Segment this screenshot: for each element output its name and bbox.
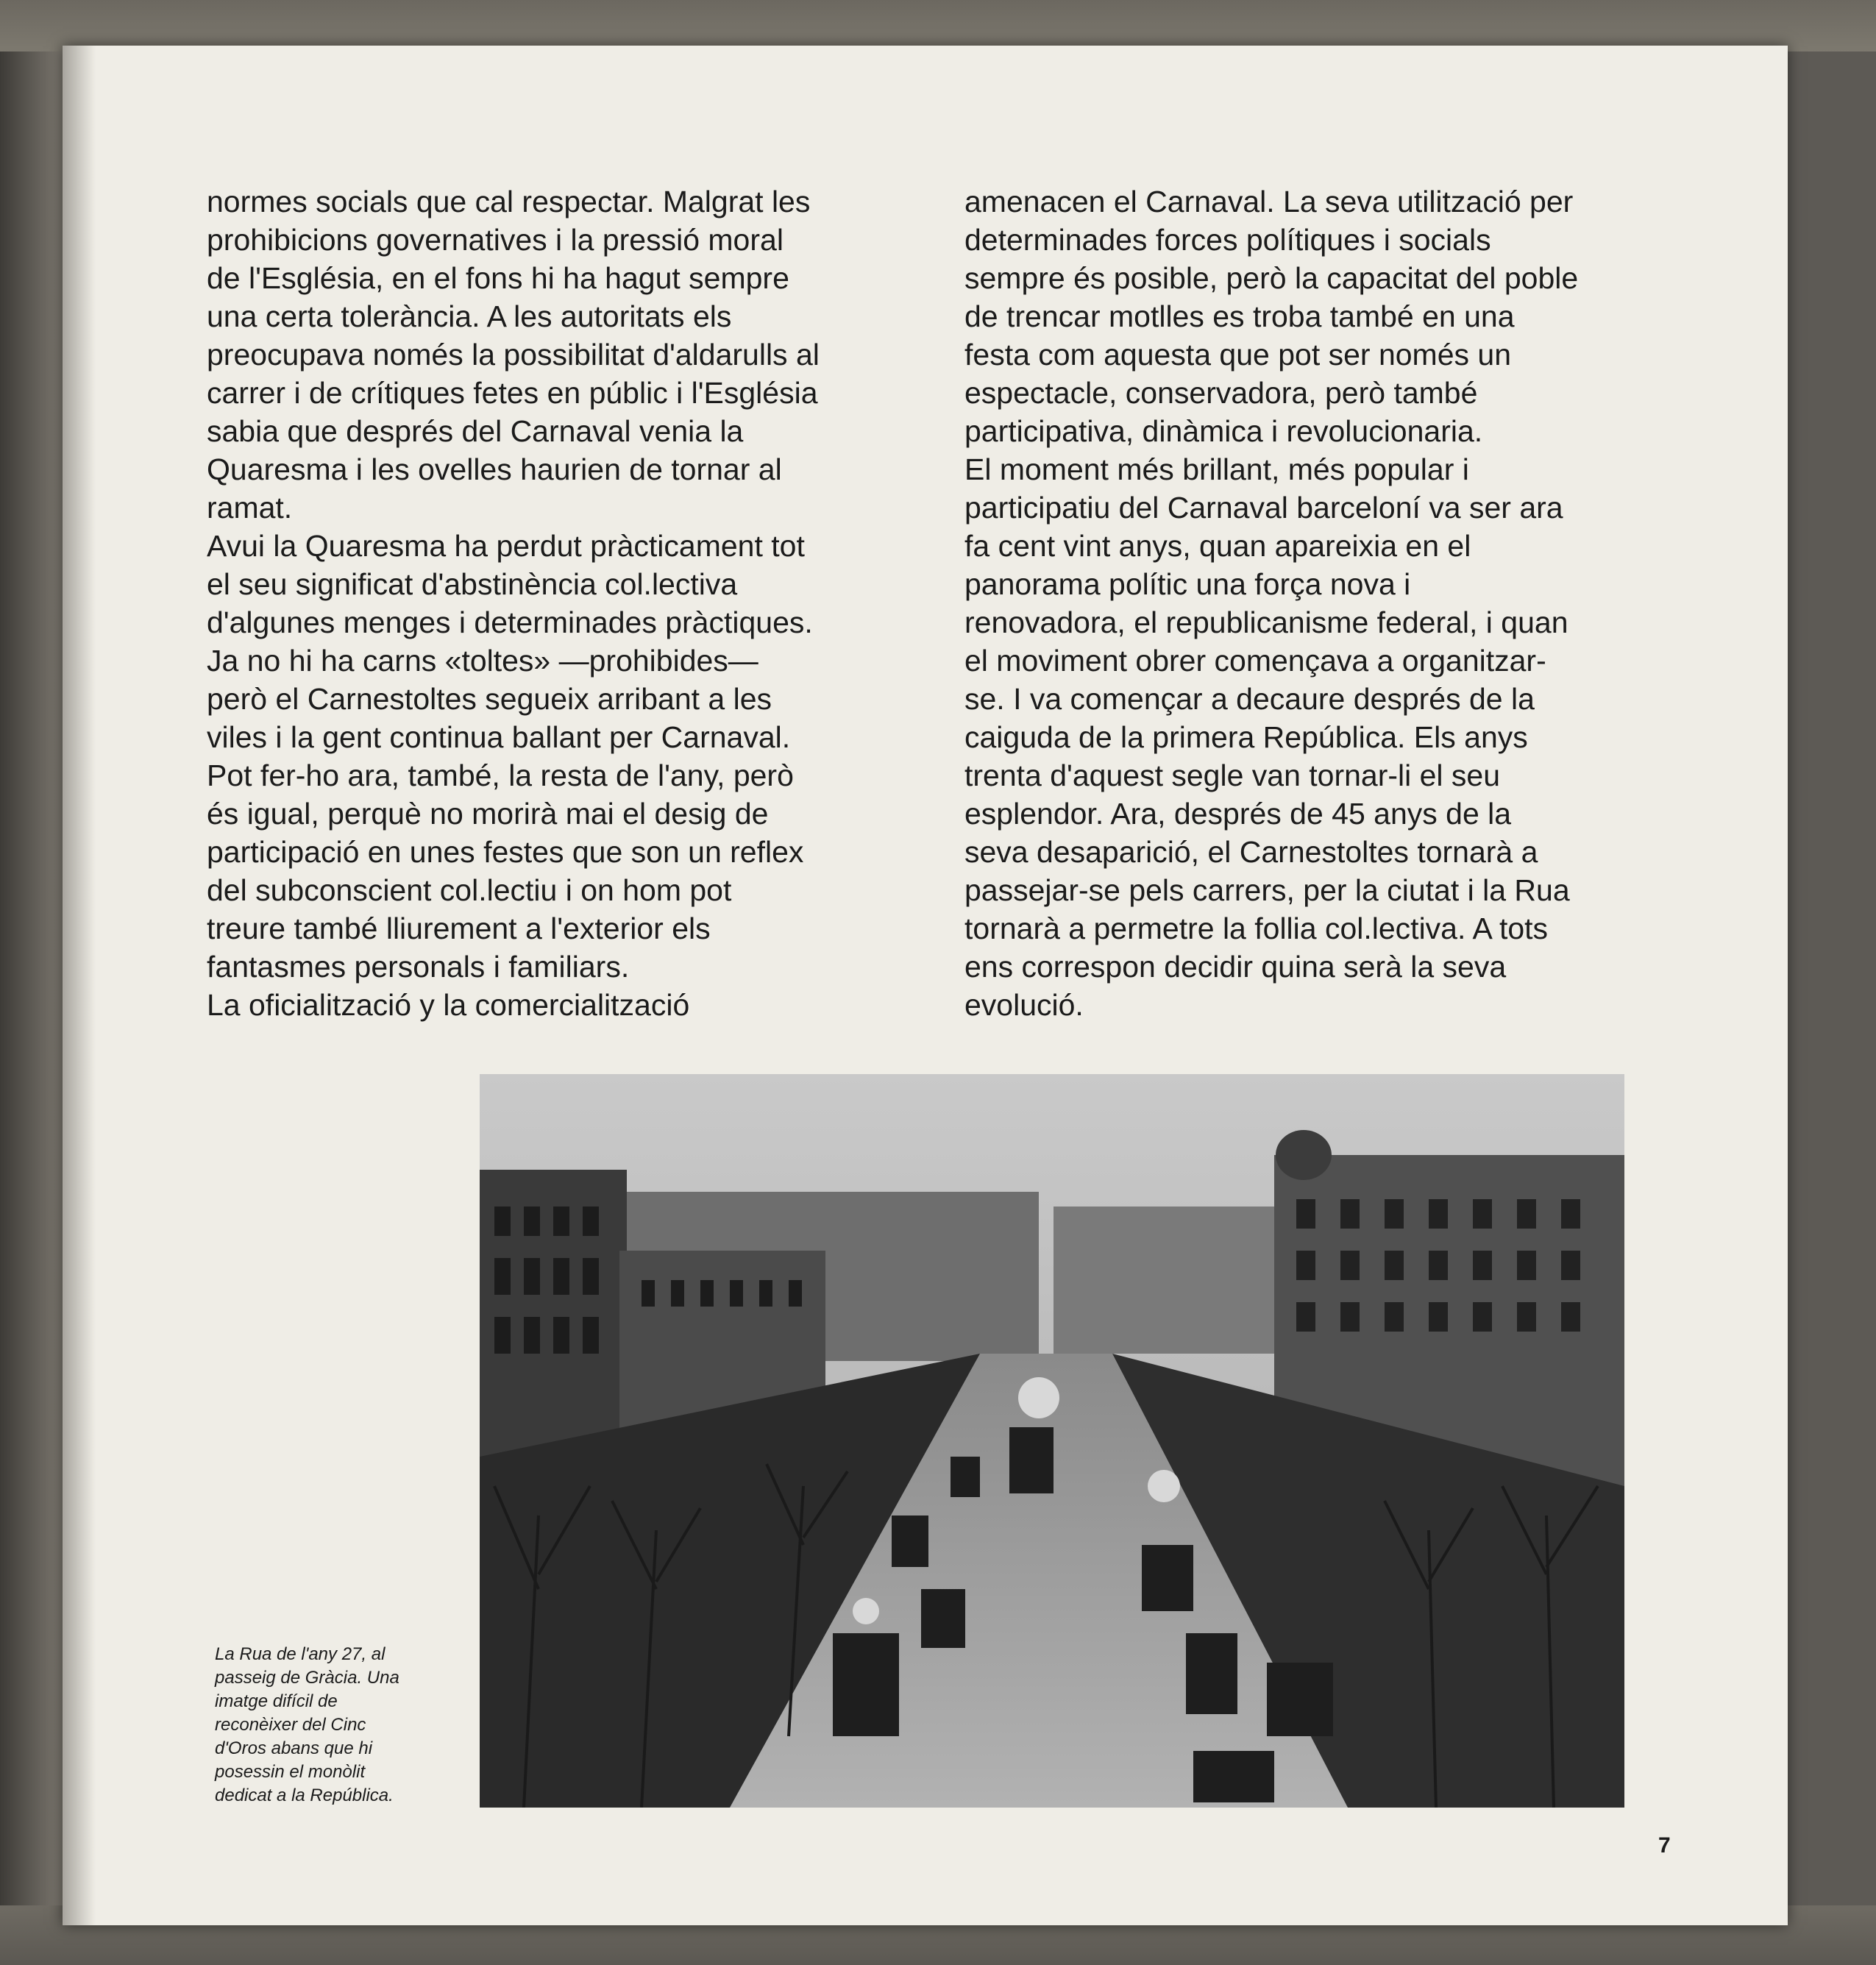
page-gutter-shadow bbox=[63, 46, 96, 1925]
carnival-parade-photo bbox=[480, 1074, 1624, 1808]
page-number: 7 bbox=[1658, 1833, 1671, 1858]
photo-illustration bbox=[480, 1074, 1624, 1808]
text-column-right bbox=[964, 182, 1708, 1024]
paragraph: amenacen el Carnaval. La seva utilització per determinades forces polítiques i socials sempre és posible, però la capacitat del poble de trencar motlles es troba també en una festa com aquesta que pot ser només un espectacle, conservadora, però també participativa, dinàmica i revolucionaria. bbox=[964, 185, 1579, 448]
photo-caption: La Rua de l'any 27, al passeig de Gràcia. Una imatge difícil de reconèixer del Cinc d'Oros abans que hi posessin el monòlit dedicat a la República. bbox=[215, 1644, 399, 1805]
paragraph: El moment més brillant, més popular i participatiu del Carnaval barceloní va ser ara fa cent vint anys, quan apareixia en el panorama polític una força nova i renovadora, el republicanisme federal, i quan el moviment obrer començava a organitzar- se. I va començar a decaure després de la caiguda de la primera República. Els anys trenta d'aquest segle van tornar-li el seu esplendor. Ara, després de 45 anys de la seva desaparició, el Carnestoltes tornarà a passejar-se pels carrers, per la ciutat i la Rua tornarà a permetre la follia col.lectiva. A tots ens correspon decidir quina serà la seva evolució. bbox=[964, 452, 1570, 1022]
text-column-left bbox=[207, 182, 935, 1024]
backdrop-top bbox=[0, 0, 1876, 51]
paragraph: Avui la Quaresma ha perdut pràcticament tot el seu significat d'abstinència col.lectiva d'algunes menges i determinades pràctiques. Ja no hi ha carns «toltes» —prohibides— però el Carnestoltes segueix arribant a les viles i la gent continua ballant per Carnaval. Pot fer-ho ara, també, la resta de l'any, però és igual, perquè no morirà mai el desig de participació en unes festes que son un reflex del subconscient col.lectiu i on hom pot treure també lliurement a l'exterior els fantasmes personals i familiars. bbox=[207, 529, 813, 984]
paragraph: La oficialització y la comercialització bbox=[207, 988, 690, 1022]
paragraph: normes socials que cal respectar. Malgrat les prohibicions governatives i la pressió moral de l'Església, en el fons hi ha hagut sempre una certa tolerància. A les autoritats els preocupava només la possibilitat d'aldarulls al carrer i de crítiques fetes en públic i l'Església sabia que després del Carnaval venia la Quaresma i les ovelles haurien de tornar al ramat. bbox=[207, 185, 820, 525]
